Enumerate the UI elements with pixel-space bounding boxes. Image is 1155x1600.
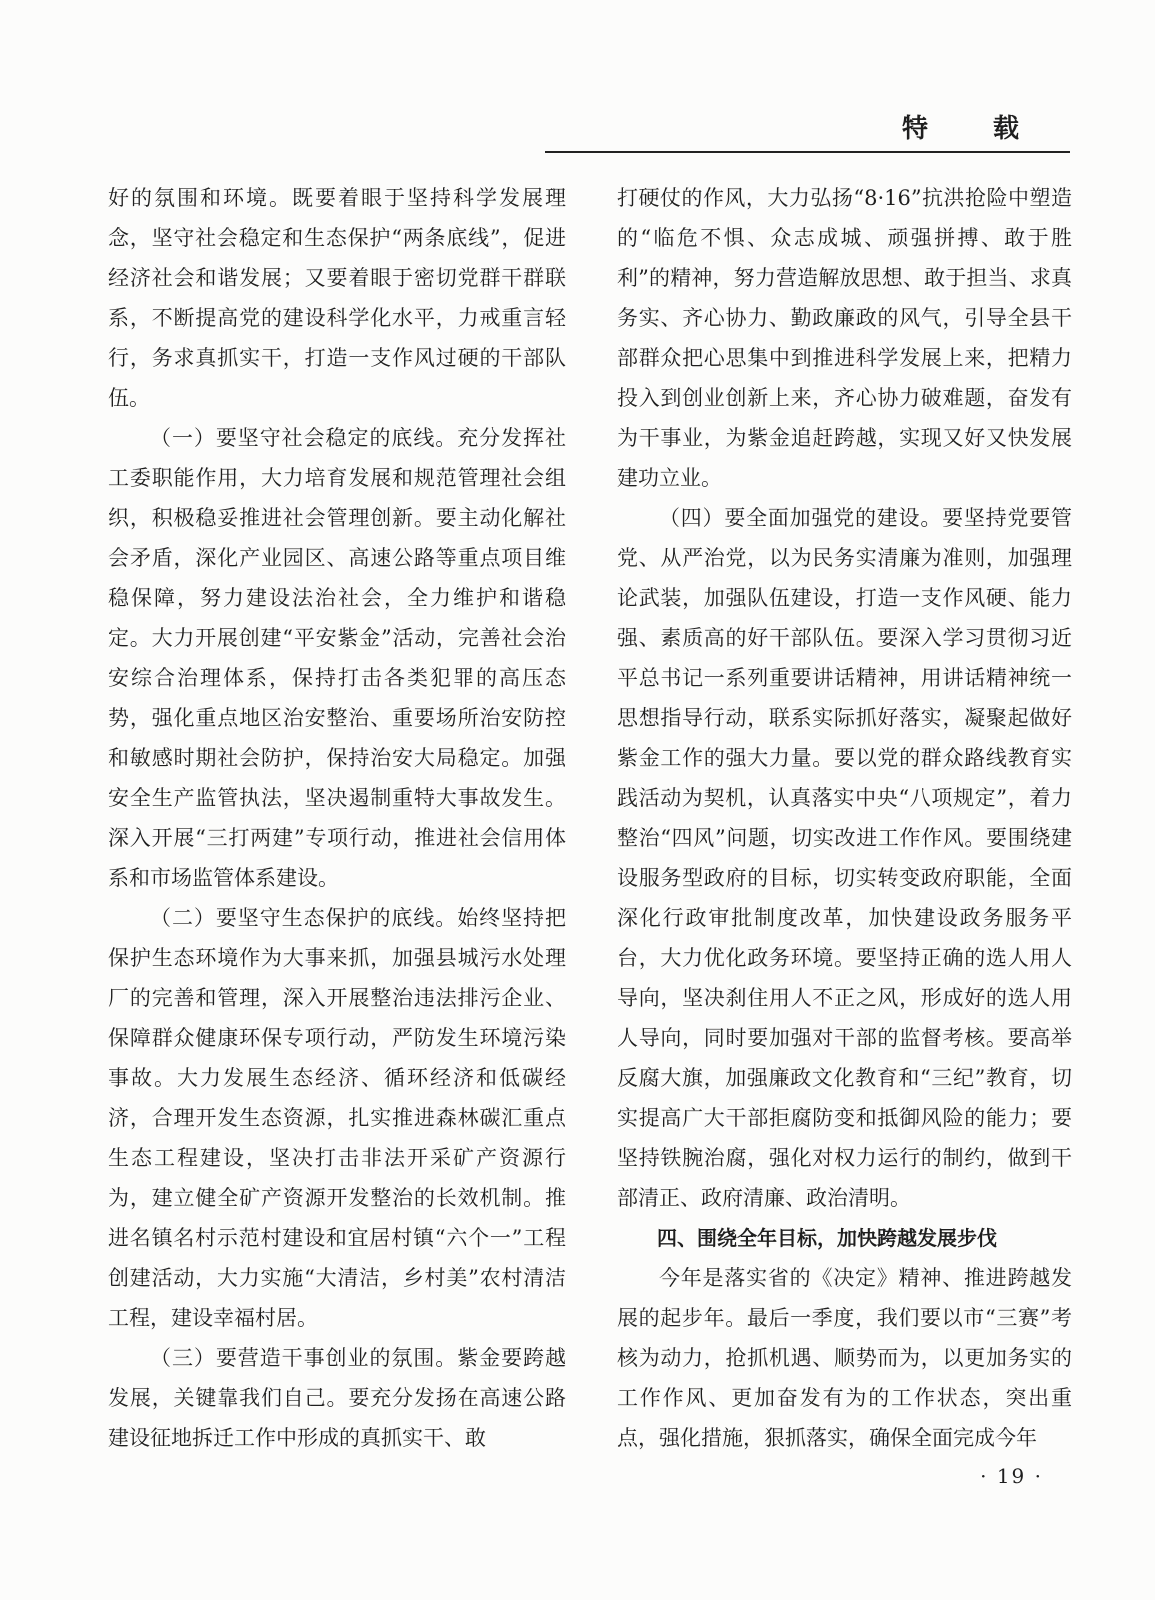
paragraph: 好的氛围和环境。既要着眼于坚持科学发展理念，坚守社会稳定和生态保护“两条底线”，促进经济社会和谐发展；又要着眼于密切党群干群联系，不断提高党的建设科学化水平，力戒重言轻行，务求真抓实干，打造一支作风过硬的干部队伍。 [108,186,566,410]
right-column [617,178,1072,1458]
header-rule [545,151,1070,153]
paragraph: （二）要坚守生态保护的底线。始终坚持把保护生态环境作为大事来抓，加强县城污水处理厂的完善和管理，深入开展整治违法排污企业、保障群众健康环保专项行动，严防发生环境污染事故。大力发展生态经济、循环经济和低碳经济，合理开发生态资源，扎实推进森林碳汇重点生态工程建设，坚决打击非法开采矿产资源行为，建立健全矿产资源开发整治的长效机制。推进名镇名村示范村建设和宜居村镇“六个一”工程创建活动，大力实施“大清洁，乡村美”农村清洁工程，建设幸福村居。 [108,906,566,1330]
paragraph: （三）要营造干事创业的氛围。紫金要跨越发展，关键靠我们自己。要充分发扬在高速公路建设征地拆迁工作中形成的真抓实干、敢 [108,1346,566,1450]
paragraph: （四）要全面加强党的建设。要坚持党要管党、从严治党，以为民务实清廉为准则，加强理论武装，加强队伍建设，打造一支作风硬、能力强、素质高的好干部队伍。要深入学习贯彻习近平总书记一系列重要讲话精神，用讲话精神统一思想指导行动，联系实际抓好落实，凝聚起做好紫金工作的强大力量。要以党的群众路线教育实践活动为契机，认真落实中央“八项规定”，着力整治“四风”问题，切实改进工作作风。要围绕建设服务型政府的目标，切实转变政府职能，全面深化行政审批制度改革，加快建设政务服务平台，大力优化政务环境。要坚持正确的选人用人导向，坚决刹住用人不正之风，形成好的选人用人导向，同时要加强对干部的监督考核。要高举反腐大旗，加强廉政文化教育和“三纪”教育，切实提高广大干部拒腐防变和抵御风险的能力；要坚持铁腕治腐，强化对权力运行的制约，做到干部清正、政府清廉、政治清明。 [617,506,1072,1210]
paragraph: 今年是落实省的《决定》精神、推进跨越发展的起步年。最后一季度，我们要以市“三赛”考核为动力，抢抓机遇、顺势而为，以更加务实的工作作风、更加奋发有为的工作状态，突出重点，强化措施，狠抓落实，确保全面完成今年 [617,1266,1072,1450]
section-label: 特 载 [901,114,1047,144]
left-column [108,178,566,1458]
section-heading: 四、围绕全年目标，加快跨越发展步伐 [657,1226,997,1250]
page-number: · 19 · [980,1464,1043,1488]
paragraph: 打硬仗的作风，大力弘扬“8·16”抗洪抢险中塑造的“临危不惧、众志成城、顽强拼搏、敢于胜利”的精神，努力营造解放思想、敢于担当、求真务实、齐心协力、勤政廉政的风气，引导全县干部群众把心思集中到推进科学发展上来，把精力投入到创业创新上来，齐心协力破难题，奋发有为干事业，为紫金追赶跨越，实现又好又快发展建功立业。 [617,186,1072,490]
paragraph: （一）要坚守社会稳定的底线。充分发挥社工委职能作用，大力培育发展和规范管理社会组织，积极稳妥推进社会管理创新。要主动化解社会矛盾，深化产业园区、高速公路等重点项目维稳保障，努力建设法治社会，全力维护和谐稳定。大力开展创建“平安紫金”活动，完善社会治安综合治理体系，保持打击各类犯罪的高压态势，强化重点地区治安整治、重要场所治安防控和敏感时期社会防护，保持治安大局稳定。加强安全生产监管执法，坚决遏制重特大事故发生。深入开展“三打两建”专项行动，推进社会信用体系和市场监管体系建设。 [108,426,566,890]
